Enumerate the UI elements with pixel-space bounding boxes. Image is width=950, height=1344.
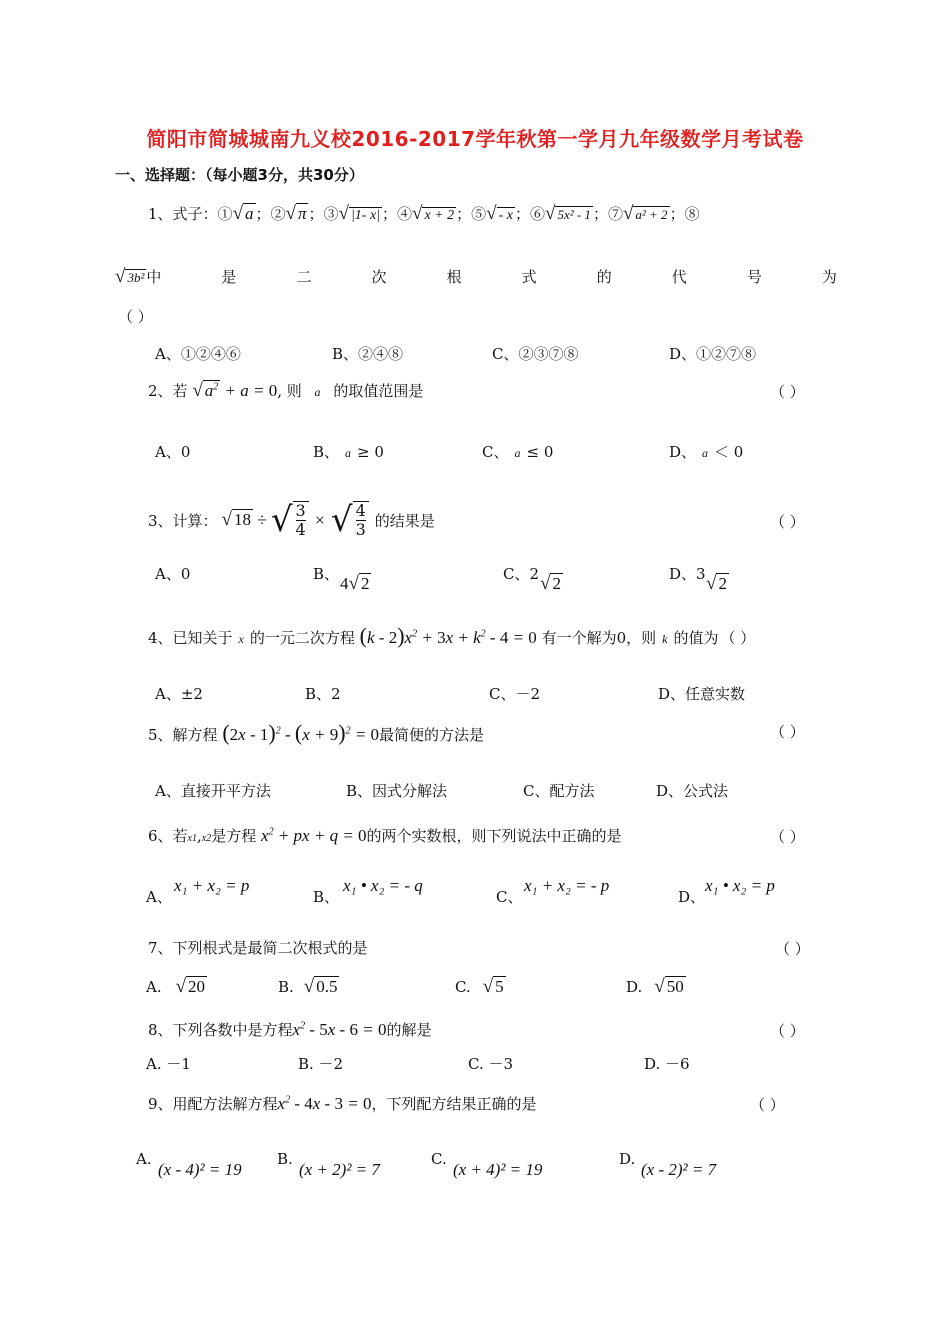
q9-option-b: (x + 2)² = 7	[299, 1160, 380, 1179]
q1-item-marker: ①	[217, 205, 233, 223]
q8-option-c: C. －3	[468, 1055, 514, 1073]
q7-option-b: B. √ 0.5	[278, 976, 338, 997]
q3-sqrt-18: √ 18	[221, 509, 251, 530]
q3-option-d-value: √ 2	[706, 573, 727, 594]
q1-tail-char: 代	[671, 268, 687, 286]
q6-root-x1: x1	[187, 833, 197, 844]
question-5-stem	[148, 720, 484, 746]
q4-option-d: D、任意实数	[658, 685, 746, 703]
q2-option-a: A、0	[155, 443, 191, 461]
q1-tail-char: 二	[296, 268, 312, 286]
q9-expression: $x^2 - 4x - 3 = 0$	[277, 1094, 372, 1113]
q3-option-d: D、3	[669, 565, 706, 583]
q3-fraction-1: √ 3 4	[271, 500, 309, 540]
q6-option-d: x₁ • x₂ = p	[705, 876, 775, 895]
q5-option-c: C、配方法	[523, 782, 595, 800]
q1-expr-4: √ x + 2	[412, 203, 455, 224]
question-2-stem	[148, 380, 423, 402]
q1-tail-line	[115, 266, 837, 288]
q1-item-marker: ；⑧	[669, 205, 700, 223]
q1-item-marker: ；⑥	[514, 205, 545, 223]
answer-paren: （ ）	[770, 1022, 805, 1040]
answer-paren: （ ）	[770, 383, 805, 401]
question-3-stem	[148, 500, 435, 540]
q6-stem-text: 的两个实数根，则下列说法中正确的是	[366, 827, 622, 845]
q1-option-b: B、②④⑧	[332, 345, 404, 363]
q9-option-d: (x - 2)² = 7	[641, 1160, 717, 1179]
q2-stem-text: , 则	[277, 382, 302, 400]
q9-option-d-label: D.	[619, 1150, 636, 1168]
q1-tail-char: 号	[746, 268, 762, 286]
q6-comma: ,	[197, 827, 202, 845]
q5-expression: $(2x - 1)^2 - (x + 9)^2 = 0$	[222, 720, 380, 745]
q2-stem-text: 的取值范围是	[333, 382, 424, 400]
q1-option-a: A、①②④⑥	[155, 345, 241, 363]
answer-paren: （ ）	[750, 1096, 785, 1114]
page-title: 简阳市简城城南九义校2016-2017学年秋第一学月九年级数学月考试卷	[146, 127, 804, 151]
q1-expr-5: √ - x	[486, 203, 513, 224]
q4-variable-k: k	[662, 632, 668, 646]
q4-option-a: A、±2	[155, 685, 203, 703]
q2-option-d: D、 a ＜ 0	[669, 443, 744, 461]
q1-expr-7: √ a² + 2	[622, 203, 668, 224]
q6-option-a: x₁ + x₂ = p	[174, 876, 250, 895]
q5-option-a: A、直接开平方法	[155, 782, 271, 800]
q1-tail-char: 是	[221, 268, 237, 286]
q3-option-c-value: √ 2	[540, 573, 561, 594]
q2-stem-text: 2、若	[148, 382, 188, 400]
q1-expr-1: √ a	[232, 203, 254, 224]
q3-stem-text: 3、计算：	[148, 511, 218, 530]
q8-option-b: B. －2	[298, 1055, 344, 1073]
question-1-stem	[148, 203, 700, 225]
q1-tail-char: 次	[371, 268, 387, 286]
q4-expression: $(k - 2)x^2 + 3x + k^2 - 4 = 0$	[359, 623, 537, 648]
q1-tail-char: 的	[596, 268, 612, 286]
q5-stem-text: 最简便的方法是	[379, 726, 485, 744]
q3-stem-text: 的结果是	[374, 511, 435, 530]
q2-option-c: C、 a ≤ 0	[482, 443, 554, 461]
q1-expr-6: √ 5x² - 1	[545, 203, 591, 224]
q6-option-a-label: A、	[146, 888, 172, 906]
q9-option-b-label: B.	[277, 1150, 293, 1168]
q5-stem-text: 5、解方程	[148, 726, 218, 744]
q2-option-b: B、 a ≥ 0	[313, 443, 384, 461]
q1-item-marker: ；③	[308, 205, 339, 223]
q4-stem-text: 的值为	[673, 629, 719, 647]
q4-stem-text: 的一元二次方程	[249, 629, 355, 647]
q6-stem-text: 是方程	[211, 827, 257, 845]
q1-tail-char: 根	[446, 268, 462, 286]
q1-option-c: C、②③⑦⑧	[492, 345, 579, 363]
question-8-stem	[148, 1019, 431, 1040]
q9-option-c-label: C.	[431, 1150, 447, 1168]
q3-option-c: C、2	[503, 565, 540, 583]
q1-item-marker: ；⑤	[456, 205, 487, 223]
q9-option-a-label: A.	[136, 1150, 152, 1168]
q1-tail-char: 式	[521, 268, 537, 286]
answer-paren: （ ）	[770, 828, 805, 846]
q1-number: 1、式子：	[148, 205, 218, 223]
question-9-stem	[148, 1093, 536, 1114]
q9-stem-text: 9、用配方法解方程	[148, 1095, 278, 1113]
q8-option-d: D. －6	[644, 1055, 690, 1073]
q8-expression: $x^2 - 5x - 6 = 0$	[292, 1020, 387, 1039]
q8-stem-text: 8、下列各数中是方程	[148, 1021, 293, 1039]
q8-stem-text: 的解是	[386, 1021, 432, 1039]
answer-paren: （ ）	[770, 723, 805, 741]
q7-option-d: D. √ 50	[626, 976, 684, 997]
q4-option-c: C、－2	[489, 685, 541, 703]
q6-option-c-label: C、	[496, 888, 523, 906]
q8-option-a: A. －1	[146, 1055, 191, 1073]
answer-paren: （ ）	[770, 513, 805, 531]
q6-stem-text: 6、若	[148, 827, 188, 845]
answer-paren: （ ）	[775, 940, 810, 958]
q3-option-a: A、0	[155, 565, 191, 583]
q5-option-b: B、因式分解法	[346, 782, 448, 800]
q7-option-c: C. √ 5	[455, 976, 504, 997]
q3-divide-sign: ÷	[256, 509, 267, 530]
q2-expression: √ $a^2 + a = 0$	[192, 380, 278, 401]
q1-item-marker: ；⑦	[592, 205, 623, 223]
q3-times-sign: ×	[314, 509, 325, 530]
q1-expr-3: √ |1- x|	[338, 203, 381, 224]
q6-option-b: x₁ • x₂ = - q	[343, 876, 423, 895]
q3-option-b: B、	[313, 565, 340, 583]
q1-expr-2: √ π	[285, 203, 307, 224]
q6-root-x2: x2	[201, 833, 212, 844]
q1-item-marker: ；②	[255, 205, 286, 223]
question-7-stem: 7、下列根式是最简二次根式的是	[148, 939, 368, 957]
q4-stem-text: 4、已知关于	[148, 629, 233, 647]
answer-paren: （ ）	[118, 308, 153, 326]
q9-option-c: (x + 4)² = 19	[453, 1160, 543, 1179]
q5-option-d: D、公式法	[656, 782, 729, 800]
answer-paren: （ ）	[720, 629, 756, 647]
q7-option-a: A. √ 20	[146, 976, 206, 997]
q6-option-b-label: B、	[313, 888, 340, 906]
q3-fraction-2: √ 4 3	[331, 500, 369, 540]
q1-tail-char: 为	[821, 268, 837, 286]
q9-stem-text: ，下列配方结果正确的是	[371, 1095, 537, 1113]
q9-option-a: (x - 4)² = 19	[158, 1160, 242, 1179]
section-heading: 一、选择题：（每小题3分，共30分）	[115, 166, 364, 184]
q4-option-b: B、2	[305, 685, 341, 703]
q1-expr-8: √ 3b² 中	[115, 266, 162, 287]
q6-expression: $x^2$ + px + q = 0	[261, 826, 367, 845]
q1-item-marker: ；④	[382, 205, 413, 223]
q6-option-c: x₁ + x₂ = - p	[524, 876, 610, 895]
q1-option-d: D、①②⑦⑧	[669, 345, 757, 363]
question-6-stem	[148, 825, 622, 846]
q6-option-d-label: D、	[678, 888, 706, 906]
q2-variable: a	[314, 385, 321, 399]
q4-stem-text: 有一个解为0，则	[541, 629, 657, 647]
q3-option-b-value: 4√ 2	[340, 573, 370, 594]
question-4-stem	[148, 623, 755, 649]
q4-variable-x: x	[238, 632, 244, 646]
